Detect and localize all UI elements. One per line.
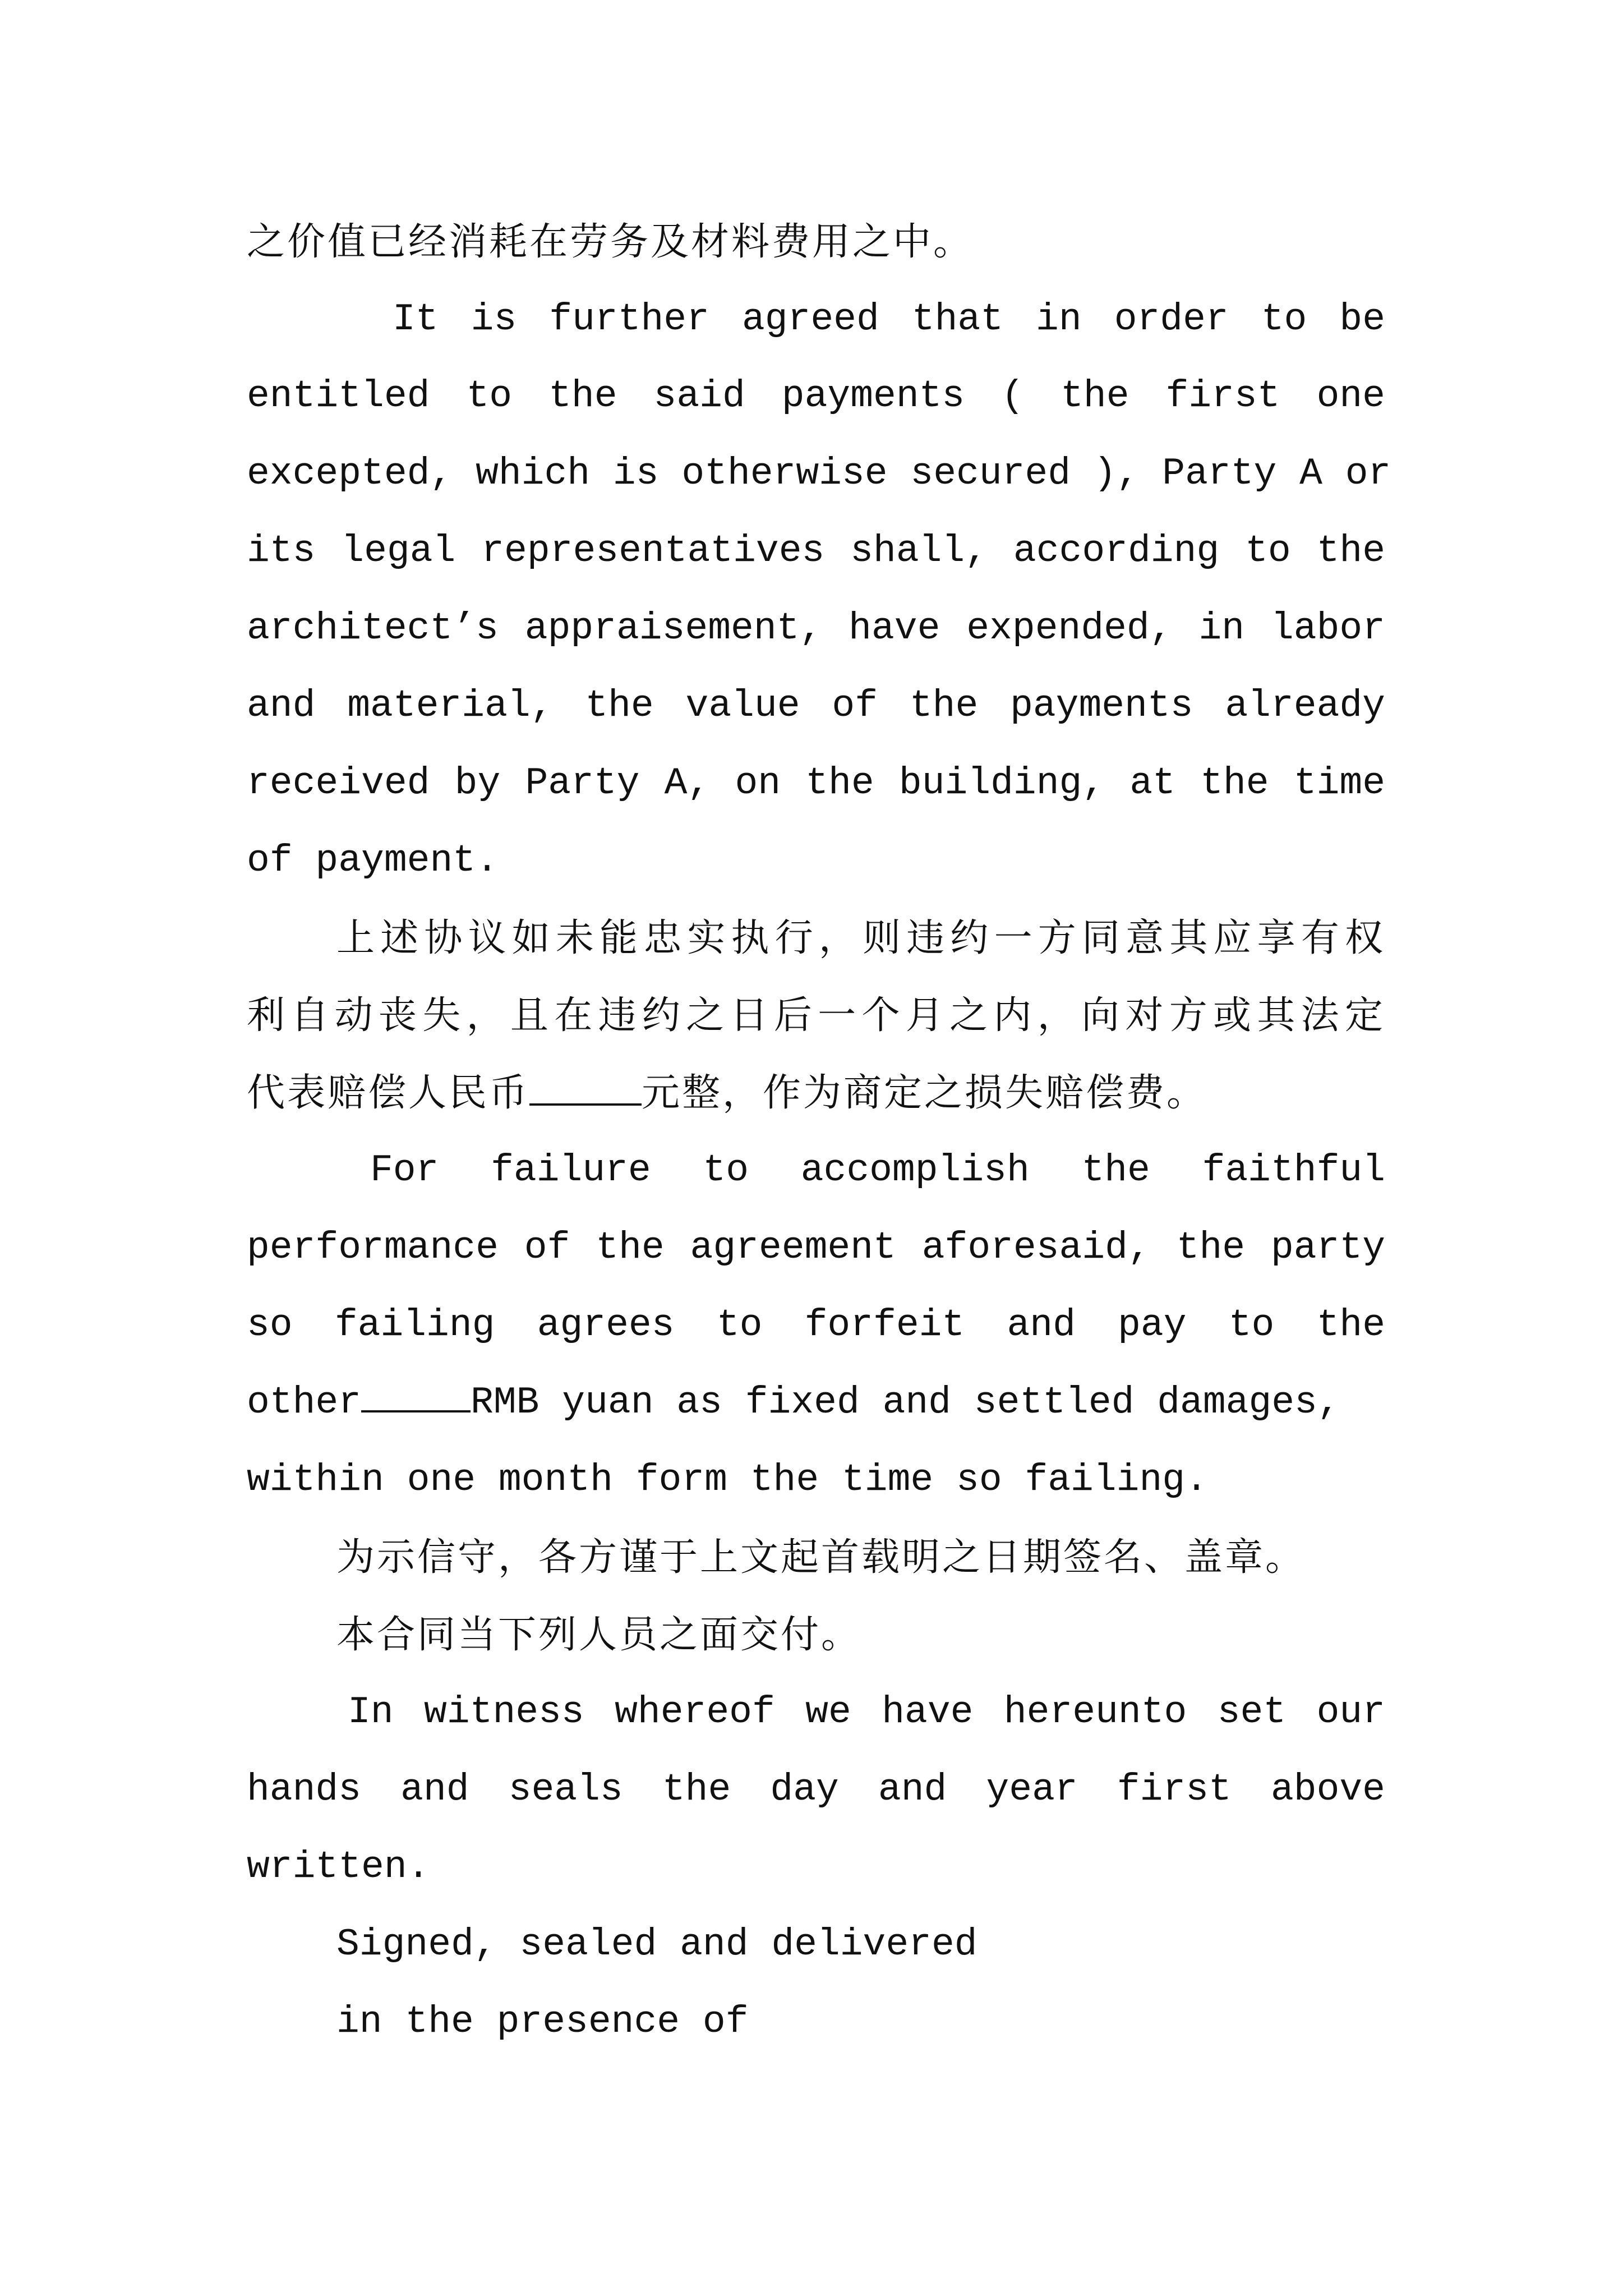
text-line: 为示信守，各方谨于上文起首载明之日期签名、盖章。: [336, 1535, 1306, 1580]
text-line: within one month form the time so failing.: [247, 1458, 1208, 1502]
text-fragment: 元整，作为商定之损失赔偿费。: [642, 1071, 1207, 1115]
text-line: 利自动丧失，且在违约之日后一个月之内，向对方或其法定: [247, 993, 1385, 1038]
text-line: in the presence of: [336, 2000, 749, 2044]
text-line: [247, 1062, 1385, 1124]
text-line: so failing agrees to forfeit and pay to the: [247, 1304, 1385, 1347]
text-line: [247, 1372, 1385, 1434]
text-fragment: RMB yuan as fixed and settled damages,: [471, 1381, 1340, 1424]
amount-blank: [361, 1377, 471, 1412]
text-line: 之价值已经消耗在劳务及材料费用之中。: [247, 220, 974, 264]
text-line: architect’s appraisement, have expended, in labor: [247, 607, 1385, 650]
amount-blank: [529, 1070, 642, 1106]
text-line: written.: [247, 1846, 430, 1889]
text-fragment: 代表赔偿人民币: [247, 1071, 530, 1115]
text-line: In witness whereof we have hereunto set our: [348, 1691, 1385, 1734]
text-fragment: other: [247, 1381, 362, 1424]
text-line: hands and seals the day and year first above: [247, 1768, 1385, 1811]
text-line: and material, the value of the payments already: [247, 684, 1385, 728]
text-line: For failure to accomplish the faithful: [370, 1149, 1385, 1192]
text-line: excepted, which is otherwise secured ), Party A or: [247, 452, 1391, 495]
text-line: It is further agreed that in order to be: [393, 298, 1385, 341]
text-line: 上述协议如未能忠实执行，则违约一方同意其应享有权: [336, 916, 1385, 960]
text-line: performance of the agreement aforesaid, the party: [247, 1226, 1385, 1269]
text-line: 本合同当下列人员之面交付。: [336, 1613, 862, 1657]
text-line: Signed, sealed and delivered: [336, 1923, 978, 1966]
text-line: its legal representatives shall, according to the: [247, 530, 1385, 573]
text-line: of payment.: [247, 839, 499, 882]
text-line: received by Party A, on the building, at the time: [247, 762, 1385, 805]
text-line: entitled to the said payments ( the first one: [247, 375, 1385, 418]
